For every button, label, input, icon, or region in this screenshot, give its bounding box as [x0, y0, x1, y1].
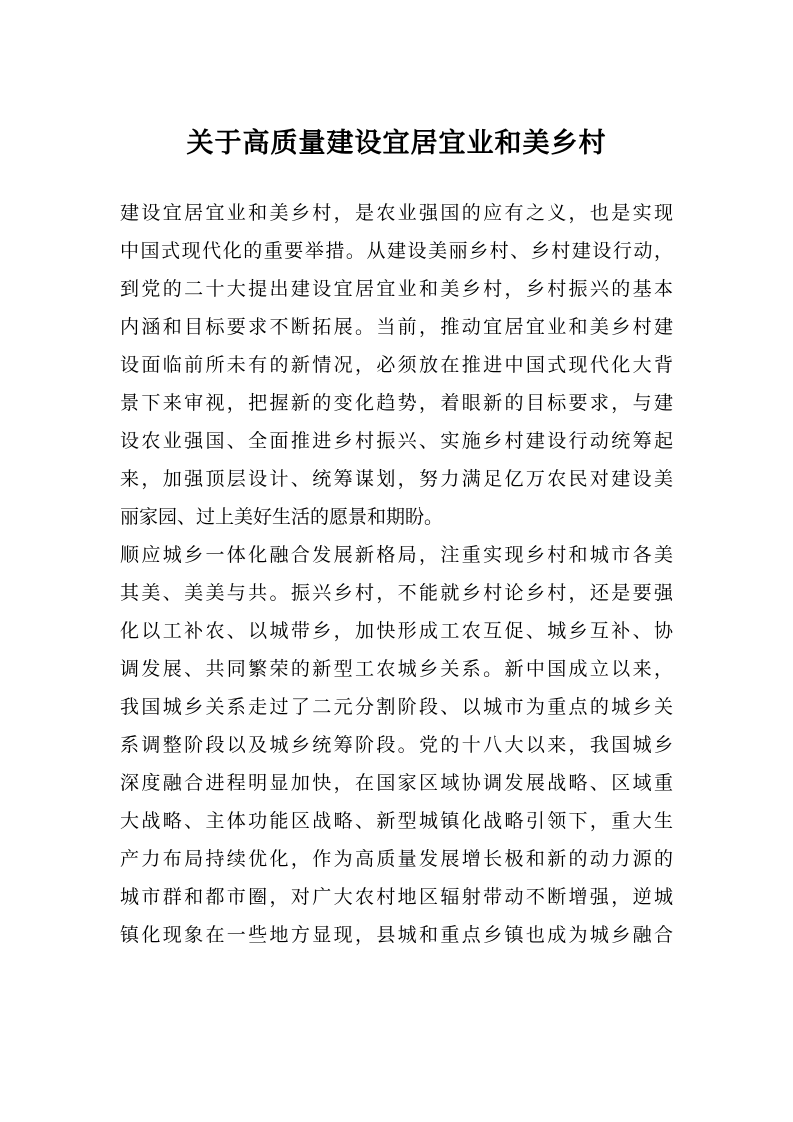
- paragraph-1-line-4: 内涵和目标要求不断拓展。当前，推动宜居宜业和美乡村建: [120, 316, 673, 338]
- paragraph-1-line-5: 设面临前所未有的新情况，必须放在推进中国式现代化大背: [120, 354, 673, 376]
- document-title: 关于高质量建设宜居宜业和美乡村: [186, 128, 607, 159]
- paragraph-2-line-10: 城市群和都市圈，对广大农村地区辐射带动不断增强，逆城: [120, 886, 673, 908]
- paragraph-1-line-7: 设农业强国、全面推进乡村振兴、实施乡村建设行动统筹起: [120, 430, 673, 452]
- paragraph-2-line-4: 调发展、共同繁荣的新型工农城乡关系。新中国成立以来，: [120, 658, 673, 680]
- paragraph-1-line-3: 到党的二十大提出建设宜居宜业和美乡村，乡村振兴的基本: [120, 278, 673, 300]
- paragraph-1-line-6: 景下来审视，把握新的变化趋势，着眼新的目标要求，与建: [120, 392, 673, 414]
- paragraph-2-line-5: 我国城乡关系走过了二元分割阶段、以城市为重点的城乡关: [120, 696, 673, 718]
- paragraph-2-line-2: 其美、美美与共。振兴乡村，不能就乡村论乡村，还是要强: [120, 582, 673, 604]
- paragraph-1-line-2: 中国式现代化的重要举措。从建设美丽乡村、乡村建设行动，: [120, 240, 673, 262]
- paragraph-2-line-3: 化以工补农、以城带乡，加快形成工农互促、城乡互补、协: [120, 620, 673, 642]
- paragraph-2-line-6: 系调整阶段以及城乡统筹阶段。党的十八大以来，我国城乡: [120, 734, 673, 756]
- paragraph-2-line-9: 产力布局持续优化，作为高质量发展增长极和新的动力源的: [120, 848, 673, 870]
- paragraph-2-line-11: 镇化现象在一些地方显现，县城和重点乡镇也成为城乡融合: [120, 924, 673, 946]
- paragraph-1-line-1: 建设宜居宜业和美乡村，是农业强国的应有之义，也是实现: [120, 202, 673, 224]
- paragraph-2-line-7: 深度融合进程明显加快，在国家区域协调发展战略、区域重: [120, 772, 673, 794]
- paragraph-2-line-8: 大战略、主体功能区战略、新型城镇化战略引领下，重大生: [120, 810, 673, 832]
- paragraph-2-line-1: 顺应城乡一体化融合发展新格局，注重实现乡村和城市各美: [120, 544, 673, 566]
- paragraph-1-line-9: 丽家园、过上美好生活的愿景和期盼。: [120, 506, 444, 528]
- paragraph-1-line-8: 来，加强顶层设计、统筹谋划，努力满足亿万农民对建设美: [120, 468, 673, 490]
